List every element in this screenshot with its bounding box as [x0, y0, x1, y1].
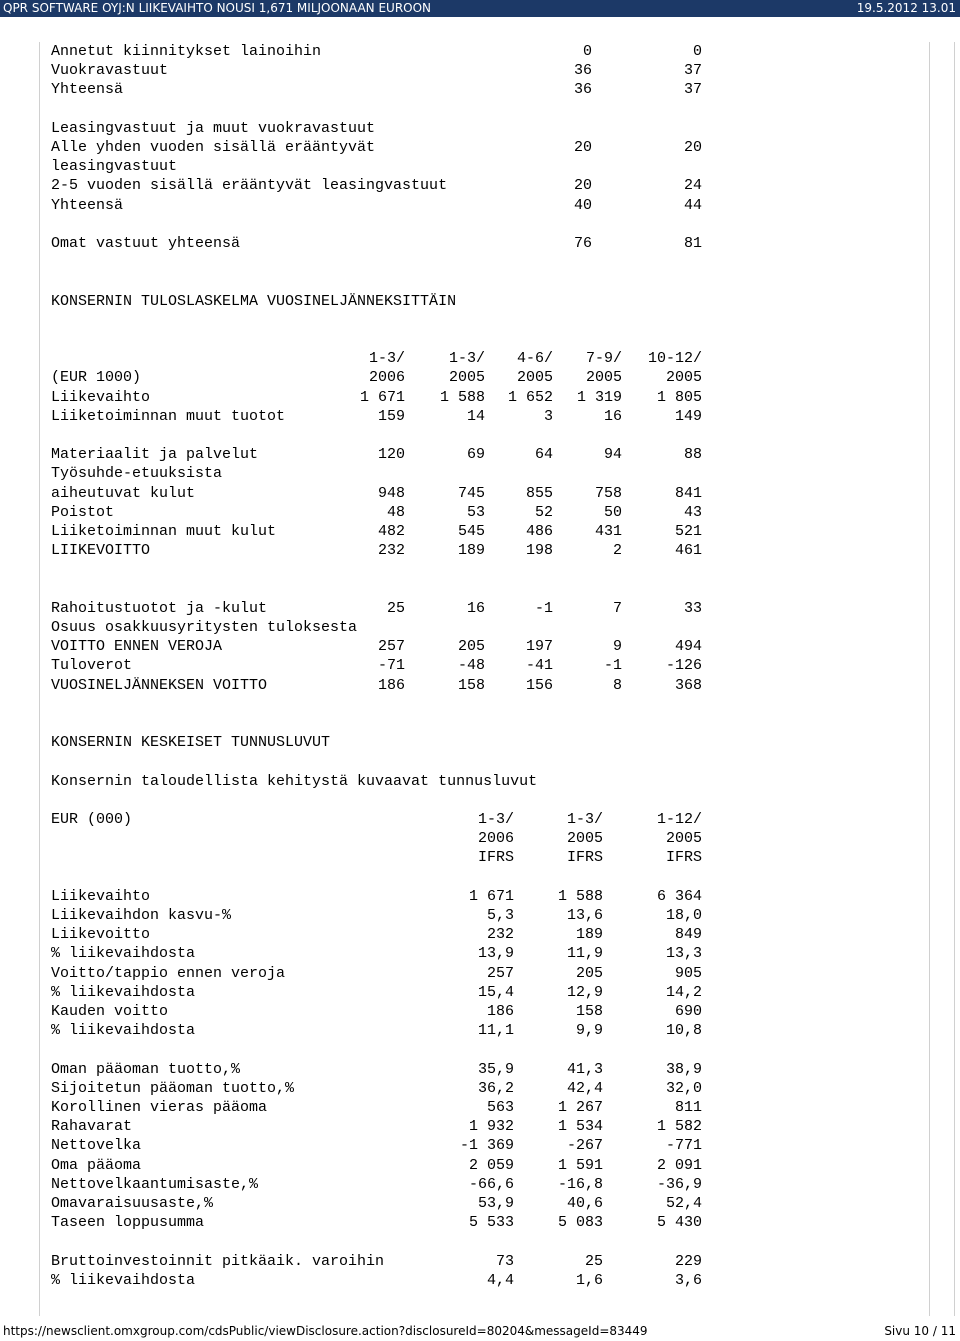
- quarterly-cell: 16: [466, 599, 485, 617]
- key-figure-cell: 73: [495, 1252, 514, 1270]
- quarterly-row-label: Materiaalit ja palvelut: [51, 446, 259, 464]
- leasing-value-2006: 20: [573, 139, 592, 156]
- key-figure-row-label: Nettovelkaantumisaste,%: [51, 1175, 259, 1193]
- quarter-header-period: 7-9/: [585, 350, 622, 368]
- quarterly-cell: 841: [674, 484, 702, 502]
- liability-value-2006: 36: [573, 62, 592, 80]
- quarterly-row-label: Osuus osakkuusyritysten tuloksesta: [51, 619, 358, 636]
- quarter-header-year: 2005: [448, 369, 485, 387]
- quarterly-cell: 3: [543, 407, 553, 425]
- key-figure-cell: 1 588: [557, 887, 603, 905]
- key-figure-cell: 13,3: [665, 945, 702, 963]
- quarterly-currency-label: (EUR 1000): [51, 369, 142, 387]
- left-border-line: [39, 42, 40, 1316]
- quarterly-cell: 120: [377, 446, 405, 464]
- key-figure-cell: -16,8: [557, 1175, 603, 1193]
- key-figure-row-label: % liikevaihdosta: [51, 1022, 196, 1040]
- key-figure-cell: 158: [575, 1003, 603, 1020]
- quarterly-cell: 1 652: [507, 388, 553, 406]
- key-figure-row-label: Nettovelka: [51, 1137, 142, 1155]
- leasing-row-label: Alle yhden vuoden sisällä erääntyvät: [51, 139, 376, 156]
- key-figure-cell: 41,3: [566, 1060, 603, 1078]
- quarterly-cell: 8: [612, 676, 622, 694]
- key-header-standard: IFRS: [566, 849, 603, 867]
- quarterly-cell: 758: [594, 484, 622, 502]
- key-figure-cell: 205: [575, 964, 603, 982]
- quarterly-cell: 43: [683, 503, 702, 521]
- key-figure-cell: 18,0: [665, 907, 702, 924]
- key-figure-row-label: % liikevaihdosta: [51, 945, 196, 963]
- leasing-total-label: Yhteensä: [51, 196, 124, 214]
- key-figure-cell: 11,1: [477, 1022, 514, 1040]
- footer-url: https://newsclient.omxgroup.com/cdsPublic/viewDisclosure.action?disclosureId=80204&messageId=83449: [3, 1324, 648, 1338]
- key-figure-row-label: Kauden voitto: [51, 1003, 169, 1020]
- key-figure-row-label: % liikevaihdosta: [51, 1271, 196, 1289]
- key-figure-cell: 690: [674, 1003, 702, 1020]
- key-figure-cell: -771: [665, 1137, 702, 1155]
- quarter-header-year: 2005: [665, 369, 702, 387]
- key-figure-cell: 1 582: [656, 1118, 702, 1136]
- liability-value-2005: 37: [683, 81, 702, 99]
- key-figure-cell: 3,6: [674, 1271, 702, 1289]
- quarterly-cell: 14: [466, 407, 485, 425]
- key-figure-cell: 563: [486, 1099, 514, 1116]
- key-figures-currency-label: EUR (000): [51, 811, 133, 828]
- key-figure-row-label: Oman pääoman tuotto,%: [51, 1060, 241, 1078]
- quarterly-cell: 189: [457, 542, 485, 560]
- quarterly-cell: 545: [457, 523, 485, 540]
- key-figures-subtitle: Konsernin taloudellista kehitystä kuvaavat tunnusluvut: [51, 772, 538, 790]
- key-figure-row-label: Bruttoinvestoinnit pitkäaik. varoihin: [51, 1252, 385, 1270]
- liability-row-label: Yhteensä: [51, 81, 124, 99]
- quarterly-cell: 156: [525, 676, 553, 694]
- key-figure-cell: 42,4: [566, 1079, 603, 1097]
- header-datetime: 19.5.2012 13.01: [856, 1, 956, 15]
- document-title: QPR SOFTWARE OYJ:N LIIKEVAIHTO NOUSI 1,671 MILJOONAAN EUROON: [3, 1, 432, 15]
- quarterly-cell: 2: [612, 542, 622, 560]
- quarterly-cell: 948: [377, 484, 405, 502]
- key-figure-cell: 1 267: [557, 1099, 603, 1116]
- quarterly-row-label: VUOSINELJÄNNEKSEN VOITTO: [51, 676, 268, 694]
- quarterly-cell: 1 805: [656, 388, 702, 406]
- quarterly-cell: 9: [612, 638, 622, 656]
- key-figure-cell: 12,9: [566, 983, 603, 1001]
- key-figures-title: KONSERNIN KESKEISET TUNNUSLUVUT: [51, 734, 331, 752]
- quarterly-cell: 486: [525, 523, 553, 540]
- key-header-period: 1-12/: [656, 811, 702, 828]
- quarterly-cell: 53: [466, 503, 485, 521]
- leasing-value-2006: 20: [573, 177, 592, 195]
- quarterly-cell: 149: [674, 407, 702, 425]
- key-figure-cell: 5,3: [486, 907, 514, 924]
- key-figure-cell: 6 364: [656, 887, 702, 905]
- key-figure-cell: 189: [575, 926, 603, 944]
- key-header-year: 2006: [477, 830, 514, 848]
- key-figure-cell: 1,6: [575, 1271, 603, 1289]
- right-border-line: [929, 42, 930, 1316]
- leasing-total-2005: 44: [683, 196, 702, 214]
- quarter-header-period: 10-12/: [647, 350, 702, 368]
- quarterly-cell: 52: [534, 503, 553, 521]
- key-figure-row-label: Sijoitetun pääoman tuotto,%: [51, 1079, 295, 1097]
- quarterly-cell: 7: [612, 599, 622, 617]
- key-header-standard: IFRS: [665, 849, 702, 867]
- quarter-header-year: 2005: [585, 369, 622, 387]
- key-figure-cell: 15,4: [477, 983, 514, 1001]
- quarterly-cell: 198: [525, 542, 553, 560]
- key-figure-cell: 9,9: [575, 1022, 603, 1040]
- key-figure-row-label: Taseen loppusumma: [51, 1214, 205, 1232]
- key-figure-cell: 25: [584, 1252, 603, 1270]
- key-figure-cell: -36,9: [656, 1175, 702, 1193]
- quarterly-cell: 745: [457, 484, 485, 502]
- key-figure-cell: 14,2: [665, 983, 702, 1001]
- quarter-header-year: 2006: [368, 369, 405, 387]
- quarterly-cell: -1: [603, 657, 622, 675]
- quarterly-cell: 1 319: [576, 388, 622, 406]
- leasing-row-label-cont: leasingvastuut: [51, 158, 178, 176]
- quarterly-cell: 431: [594, 523, 622, 540]
- quarterly-cell: 186: [377, 676, 405, 694]
- key-header-year: 2005: [665, 830, 702, 848]
- quarterly-cell: 368: [674, 676, 702, 694]
- quarterly-cell: 64: [534, 446, 553, 464]
- liability-value-2006: 0: [582, 43, 592, 60]
- key-figure-cell: -66,6: [468, 1175, 514, 1193]
- quarterly-cell: -1: [534, 599, 553, 617]
- key-figure-cell: 229: [674, 1252, 702, 1270]
- key-figure-cell: 232: [486, 926, 514, 944]
- quarterly-cell: 69: [466, 446, 485, 464]
- leasing-value-2005: 20: [683, 139, 702, 156]
- key-figure-cell: 10,8: [665, 1022, 702, 1040]
- key-header-period: 1-3/: [566, 811, 603, 828]
- key-figure-row-label: Rahavarat: [51, 1118, 133, 1136]
- key-figure-row-label: % liikevaihdosta: [51, 983, 196, 1001]
- quarterly-row-label: Liiketoiminnan muut kulut: [51, 523, 277, 540]
- key-figure-row-label: Voitto/tappio ennen veroja: [51, 964, 286, 982]
- key-figure-cell: 36,2: [477, 1079, 514, 1097]
- quarterly-cell: 494: [674, 638, 702, 656]
- page-header: [0, 0, 960, 17]
- key-figure-cell: 13,6: [566, 907, 603, 924]
- key-figure-cell: 40,6: [566, 1195, 603, 1212]
- key-header-year: 2005: [566, 830, 603, 848]
- quarterly-row-label: Tuloverot: [51, 657, 133, 675]
- key-figure-row-label: Omavaraisuusaste,%: [51, 1195, 214, 1212]
- key-figure-cell: 186: [486, 1003, 514, 1020]
- quarterly-cell: 88: [683, 446, 702, 464]
- quarterly-cell: 257: [377, 638, 405, 656]
- quarterly-cell: 159: [377, 407, 405, 425]
- key-figure-cell: -267: [566, 1137, 603, 1155]
- quarterly-cell: 50: [603, 503, 622, 521]
- key-figure-row-label: Oma pääoma: [51, 1156, 142, 1174]
- quarterly-row-label: aiheutuvat kulut: [51, 484, 196, 502]
- key-figure-cell: 5 083: [557, 1214, 603, 1232]
- quarterly-cell: -126: [665, 657, 702, 675]
- key-figure-row-label: Liikevoitto: [51, 926, 151, 944]
- quarterly-income-title: KONSERNIN TULOSLASKELMA VUOSINELJÄNNEKSITTÄIN: [51, 292, 457, 310]
- key-figure-cell: 5 430: [656, 1214, 702, 1232]
- quarterly-cell: 521: [674, 523, 702, 540]
- page-footer: [0, 1322, 960, 1341]
- quarterly-cell: 33: [683, 599, 702, 617]
- liability-value-2005: 0: [692, 43, 702, 60]
- quarterly-cell: 94: [603, 446, 622, 464]
- key-figure-cell: 905: [674, 964, 702, 982]
- quarterly-cell: 25: [386, 599, 405, 617]
- quarter-header-period: 4-6/: [516, 350, 553, 368]
- quarterly-row-label: Poistot: [51, 503, 115, 521]
- key-figure-cell: 849: [674, 926, 702, 944]
- key-figure-row-label: Liikevaihdon kasvu-%: [51, 907, 232, 924]
- key-figure-cell: 1 671: [468, 887, 514, 905]
- key-figure-cell: 1 932: [468, 1118, 514, 1136]
- key-figure-row-label: Liikevaihto: [51, 887, 151, 905]
- quarterly-cell: -48: [457, 657, 485, 675]
- liability-row-label: Vuokravastuut: [51, 62, 169, 80]
- quarterly-row-label: LIIKEVOITTO: [51, 542, 151, 560]
- quarterly-cell: 1 671: [359, 388, 405, 406]
- right-edge-line: [954, 42, 955, 1316]
- key-header-standard: IFRS: [477, 849, 514, 867]
- leasing-row-label: 2-5 vuoden sisällä erääntyvät leasingvastuut: [51, 177, 448, 195]
- liability-value-2005: 37: [683, 62, 702, 80]
- quarterly-cell: 48: [386, 503, 405, 521]
- liability-row-label: Annetut kiinnitykset lainoihin: [51, 43, 322, 60]
- leasing-section-title: Leasingvastuut ja muut vuokravastuut: [51, 119, 376, 137]
- key-figure-cell: 5 533: [468, 1214, 514, 1232]
- key-figure-cell: 11,9: [566, 945, 603, 963]
- key-figure-cell: 32,0: [665, 1079, 702, 1097]
- liability-value-2006: 36: [573, 81, 592, 99]
- key-header-period: 1-3/: [477, 811, 514, 828]
- quarter-header-period: 1-3/: [448, 350, 485, 368]
- key-figure-cell: 811: [674, 1099, 702, 1116]
- quarter-header-period: 1-3/: [368, 350, 405, 368]
- key-figure-cell: 38,9: [665, 1060, 702, 1078]
- key-figure-cell: 35,9: [477, 1060, 514, 1078]
- quarterly-row-label: Työsuhde-etuuksista: [51, 465, 223, 483]
- key-figure-cell: 2 091: [656, 1156, 702, 1174]
- own-liabilities-total-2006: 76: [573, 235, 592, 252]
- key-figure-cell: 1 534: [557, 1118, 603, 1136]
- quarterly-row-label: Rahoitustuotot ja -kulut: [51, 599, 268, 617]
- key-figure-cell: -1 369: [459, 1137, 514, 1155]
- quarterly-cell: 158: [457, 676, 485, 694]
- quarterly-cell: 855: [525, 484, 553, 502]
- quarterly-cell: -41: [525, 657, 553, 675]
- quarterly-cell: 482: [377, 523, 405, 540]
- own-liabilities-total-label: Omat vastuut yhteensä: [51, 235, 241, 252]
- key-figure-cell: 1 591: [557, 1156, 603, 1174]
- key-figure-cell: 257: [486, 964, 514, 982]
- key-figure-cell: 53,9: [477, 1195, 514, 1212]
- quarterly-cell: 1 588: [439, 388, 485, 406]
- quarterly-cell: 232: [377, 542, 405, 560]
- key-figure-cell: 52,4: [665, 1195, 702, 1212]
- leasing-value-2005: 24: [683, 177, 702, 195]
- quarterly-cell: -71: [377, 657, 405, 675]
- quarterly-cell: 461: [674, 542, 702, 560]
- quarterly-row-label: Liiketoiminnan muut tuotot: [51, 407, 286, 425]
- quarterly-cell: 205: [457, 638, 485, 656]
- quarterly-cell: 16: [603, 407, 622, 425]
- key-figure-row-label: Korollinen vieras pääoma: [51, 1099, 268, 1116]
- own-liabilities-total-2005: 81: [683, 235, 702, 252]
- quarter-header-year: 2005: [516, 369, 553, 387]
- key-figure-cell: 13,9: [477, 945, 514, 963]
- quarterly-row-label: VOITTO ENNEN VEROJA: [51, 638, 223, 656]
- footer-page-number: Sivu 10 / 11: [884, 1324, 956, 1338]
- quarterly-row-label: Liikevaihto: [51, 388, 151, 406]
- leasing-total-2006: 40: [573, 196, 592, 214]
- key-figure-cell: 2 059: [468, 1156, 514, 1174]
- quarterly-cell: 197: [525, 638, 553, 656]
- key-figure-cell: 4,4: [486, 1271, 514, 1289]
